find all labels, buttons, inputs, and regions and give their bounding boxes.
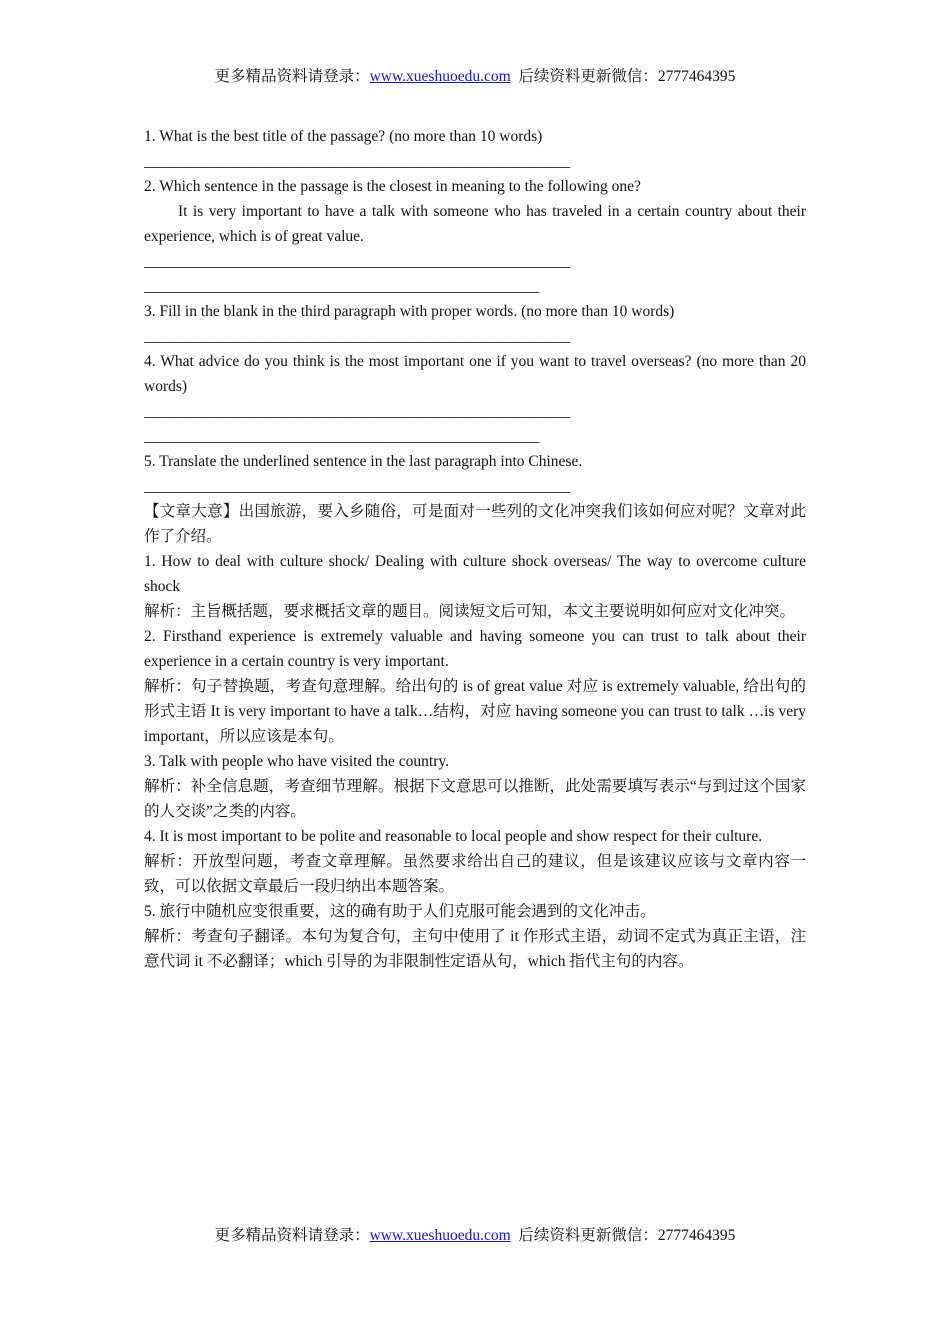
question-3: 3. Fill in the blank in the third paragraph with proper words. (no more than 10 words) bbox=[144, 303, 675, 320]
explanation-1: 解析：主旨概括题，要求概括文章的题目。阅读短文后可知，本文主要说明如何应对文化冲突。 bbox=[144, 603, 796, 620]
answer-blank-5: _______________________________________________________ bbox=[144, 478, 571, 495]
explanation-5: 解析：考查句子翻译。本句为复合句，主句中使用了 it 作形式主语，动词不定式为真正主语，注意代词 it 不必翻译；which 引导的为非限制性定语从句，which 指代主句的内容。 bbox=[144, 928, 806, 970]
question-5: 5. Translate the underlined sentence in the last paragraph into Chinese. bbox=[144, 453, 583, 470]
answer-blank-4b: ___________________________________________________ bbox=[144, 428, 540, 445]
header-website-link[interactable]: www.xueshuoedu.com bbox=[369, 68, 511, 85]
page-footer bbox=[0, 1226, 950, 1246]
answer-blank-2b: ___________________________________________________ bbox=[144, 278, 540, 295]
answer-2: 2. Firsthand experience is extremely valuable and having someone you can trust to talk about their experience in a certain country is very important. bbox=[144, 628, 806, 670]
passage-summary: 【文章大意】出国旅游，要入乡随俗，可是面对一些列的文化冲突我们该如何应对呢？文章对此作了介绍。 bbox=[144, 503, 806, 545]
explanation-2: 解析：句子替换题，考查句意理解。给出句的 is of great value 对应 is extremely valuable, 给出句的形式主语 It is very important to have a talk…结构，对应 having someone you can trust to talk …is very important，所以应该是本句。 bbox=[144, 678, 806, 745]
answer-blank-2a: _______________________________________________________ bbox=[144, 253, 571, 270]
answer-4: 4. It is most important to be polite and reasonable to local people and show respect for their culture. bbox=[144, 828, 763, 845]
explanation-4: 解析：开放型问题，考查文章理解。虽然要求给出自己的建议，但是该建议应该与文章内容一致，可以依据文章最后一段归纳出本题答案。 bbox=[144, 853, 806, 895]
question-4: 4. What advice do you think is the most important one if you want to travel overseas? (no more than 20 words) bbox=[144, 353, 806, 395]
page-header bbox=[0, 67, 950, 87]
footer-website-link[interactable]: www.xueshuoedu.com bbox=[369, 1227, 511, 1244]
answer-blank-4a: _______________________________________________________ bbox=[144, 403, 571, 420]
question-2: 2. Which sentence in the passage is the closest in meaning to the following one? bbox=[144, 178, 641, 195]
footer-prefix: 更多精品资料请登录： bbox=[214, 1227, 370, 1244]
document-body bbox=[144, 124, 806, 974]
header-prefix: 更多精品资料请登录： bbox=[214, 68, 370, 85]
answer-blank-3: _______________________________________________________ bbox=[144, 328, 571, 345]
answer-3: 3. Talk with people who have visited the country. bbox=[144, 753, 449, 770]
header-suffix: 后续资料更新微信：2777464395 bbox=[518, 68, 736, 85]
question-1: 1. What is the best title of the passage? (no more than 10 words) bbox=[144, 128, 543, 145]
explanation-3: 解析：补全信息题，考查细节理解。根据下文意思可以推断，此处需要填写表示“与到过这个国家的人交谈”之类的内容。 bbox=[144, 778, 806, 820]
footer-suffix: 后续资料更新微信：2777464395 bbox=[518, 1227, 736, 1244]
question-2-quote: It is very important to have a talk with someone who has traveled in a certain country about their experience, which is of great value. bbox=[144, 203, 806, 245]
answer-5: 5. 旅行中随机应变很重要，这的确有助于人们克服可能会遇到的文化冲击。 bbox=[144, 903, 656, 920]
answer-1: 1. How to deal with culture shock/ Dealing with culture shock overseas/ The way to overcome culture shock bbox=[144, 553, 806, 595]
answer-blank-1: _______________________________________________________ bbox=[144, 153, 571, 170]
